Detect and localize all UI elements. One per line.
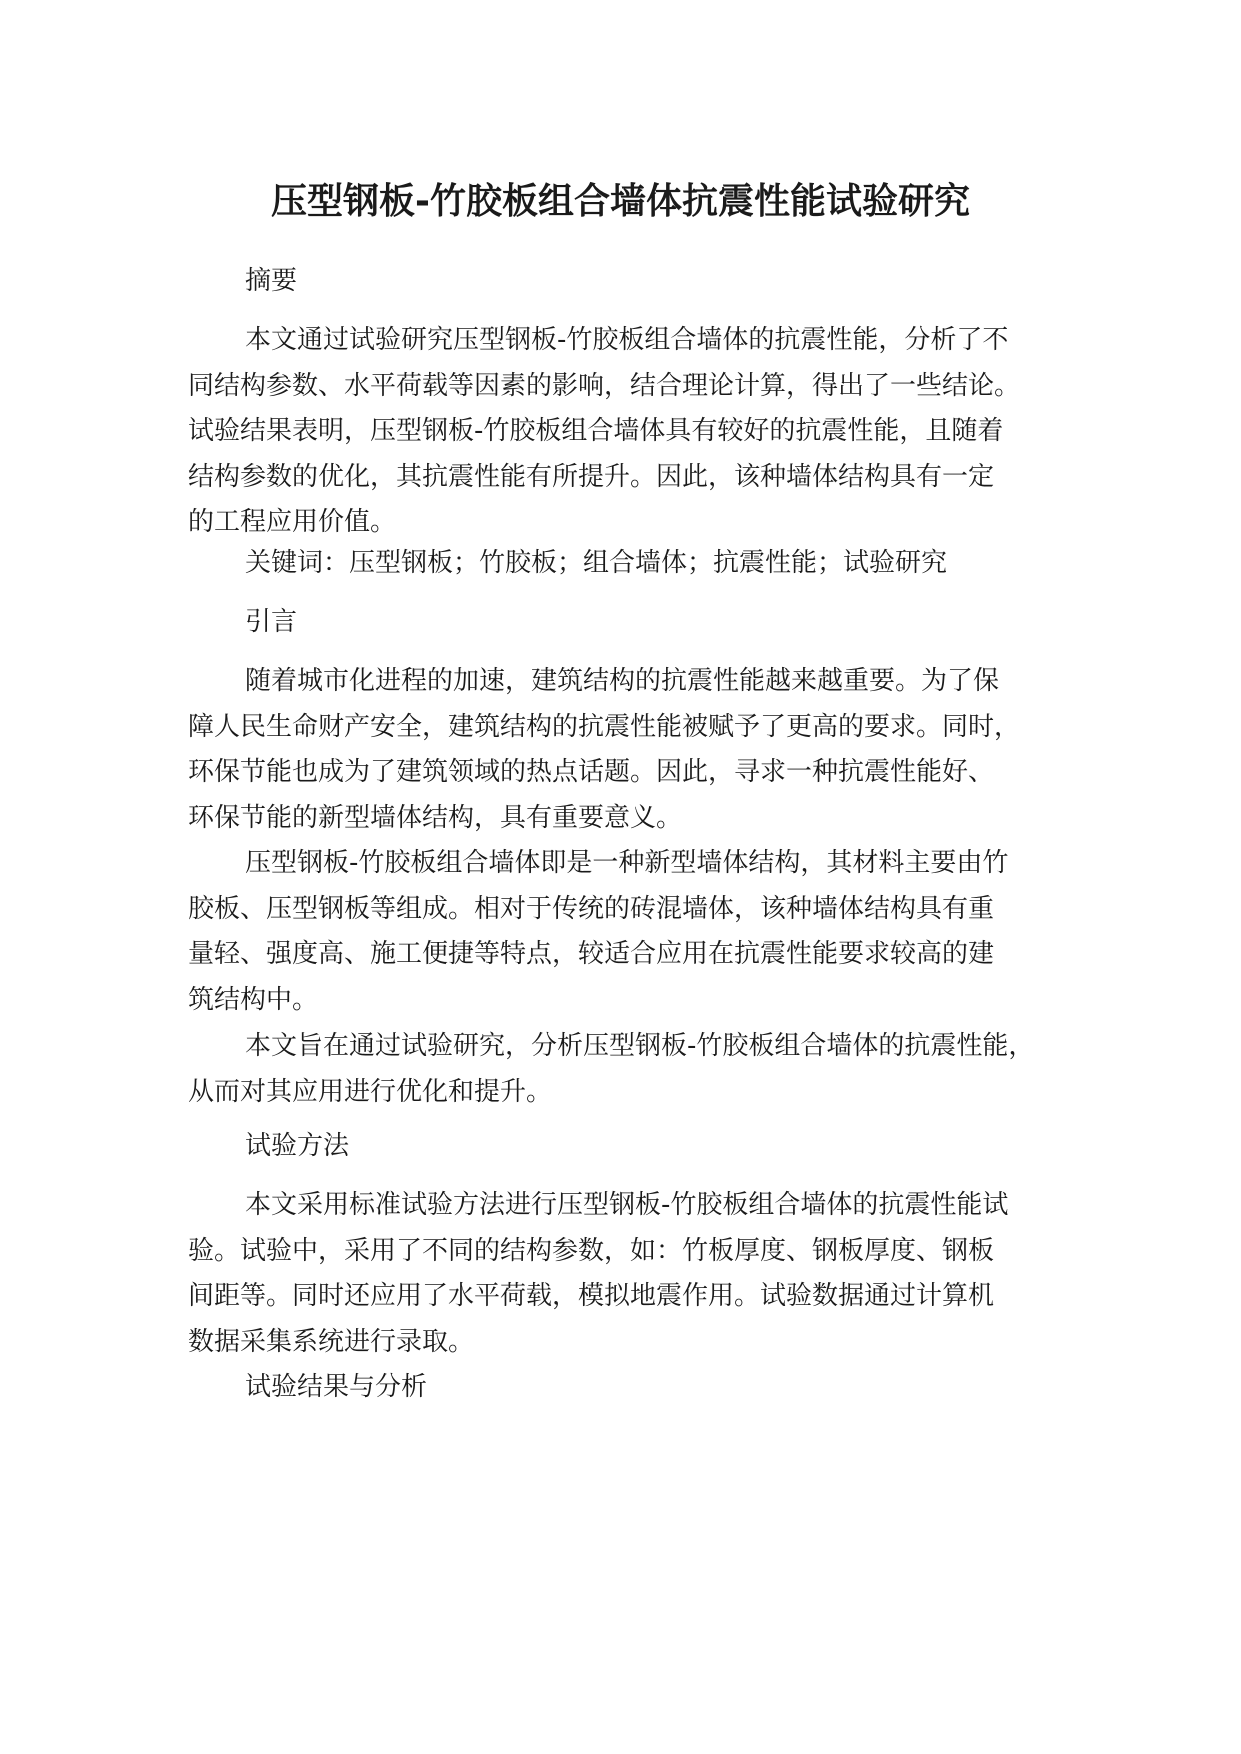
paragraph-method xyxy=(188,1183,1088,1365)
paragraph-line: 同结构参数、水平荷载等因素的影响，结合理论计算，得出了一些结论。 xyxy=(188,370,1021,401)
heading-abstract xyxy=(188,259,1088,305)
paragraph-line: 本文旨在通过试验研究，分析压型钢板-竹胶板组合墙体的抗震性能， xyxy=(245,1031,1035,1061)
paragraph-line: 随着城市化进程的加速，建筑结构的抗震性能越来越重要。为了保 xyxy=(245,666,1000,696)
paragraph-keywords xyxy=(188,541,1088,587)
heading-text: 试验方法 xyxy=(245,1131,350,1161)
heading-text: 摘要 xyxy=(245,266,298,296)
paragraph-line: 压型钢板-竹胶板组合墙体即是一种新型墙体结构，其材料主要由竹 xyxy=(245,848,1009,878)
heading-method xyxy=(188,1124,1088,1170)
paragraph-line: 环保节能的新型墙体结构，具有重要意义。 xyxy=(188,802,683,833)
paragraph-line: 验。试验中，采用了不同的结构参数，如：竹板厚度、钢板厚度、钢板 xyxy=(188,1235,995,1266)
paragraph-line: 试验结果表明，压型钢板-竹胶板组合墙体具有较好的抗震性能，且随着 xyxy=(188,416,1004,446)
paragraph-line: 本文通过试验研究压型钢板-竹胶板组合墙体的抗震性能，分析了不 xyxy=(245,325,1009,355)
paragraph-intro-2 xyxy=(188,841,1088,1023)
paragraph-intro-3 xyxy=(188,1024,1088,1115)
paragraph-line: 障人民生命财产安全，建筑结构的抗震性能被赋予了更高的要求。同时， xyxy=(188,711,1021,742)
paragraph-abstract xyxy=(188,318,1088,546)
heading-text: 引言 xyxy=(245,607,298,637)
paragraph-line: 数据采集系统进行录取。 xyxy=(188,1326,475,1357)
heading-text: 试验结果与分析 xyxy=(245,1372,428,1402)
paragraph-line: 从而对其应用进行优化和提升。 xyxy=(188,1076,553,1107)
paragraph-line: 间距等。同时还应用了水平荷载，模拟地震作用。试验数据通过计算机 xyxy=(188,1281,995,1311)
paragraph-line: 量轻、强度高、施工便捷等特点，较适合应用在抗震性能要求较高的建 xyxy=(188,939,995,969)
paragraph-intro-1 xyxy=(188,659,1088,841)
heading-results xyxy=(188,1365,1088,1411)
paragraph-line: 环保节能也成为了建筑领域的热点话题。因此，寻求一种抗震性能好、 xyxy=(188,757,995,787)
paragraph-line: 胶板、压型钢板等组成。相对于传统的砖混墙体，该种墙体结构具有重 xyxy=(188,893,995,924)
paragraph-line: 本文采用标准试验方法进行压型钢板-竹胶板组合墙体的抗震性能试 xyxy=(245,1190,1009,1220)
document-title: 压型钢板-竹胶板组合墙体抗震性能试验研究 xyxy=(271,181,970,222)
paragraph-line: 关键词：压型钢板；竹胶板；组合墙体；抗震性能；试验研究 xyxy=(245,548,948,578)
paragraph-line: 结构参数的优化，其抗震性能有所提升。因此，该种墙体结构具有一定 xyxy=(188,461,995,492)
heading-introduction xyxy=(188,600,1088,646)
paragraph-line: 筑结构中。 xyxy=(188,984,319,1015)
paragraph-line: 的工程应用价值。 xyxy=(188,507,397,537)
